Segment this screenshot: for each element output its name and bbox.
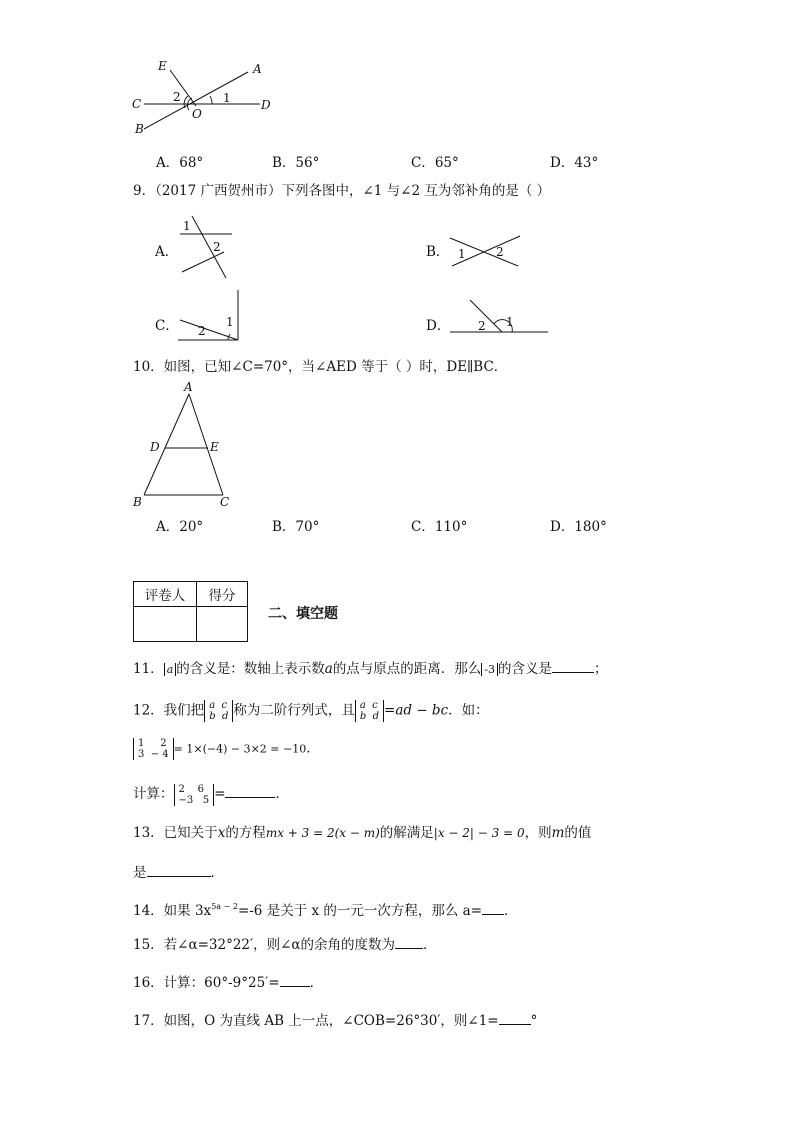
q13-line2: [133, 862, 224, 882]
q13-m: m: [551, 825, 565, 841]
q12-det1-row2: b d: [209, 711, 229, 722]
q8-option-c[interactable]: C．65°: [411, 155, 459, 171]
q13-answer-blank[interactable]: [147, 862, 211, 877]
q12-det-1: [204, 700, 233, 722]
q15-text: 15．若∠α=32°22′，则∠α的余角的度数为: [133, 937, 396, 953]
q16-answer-blank[interactable]: [280, 972, 310, 987]
q9c-label-1: 1: [226, 315, 234, 329]
q11-text1: 的含义是：数轴上表示数: [176, 661, 325, 677]
q8-option-a[interactable]: A．68°: [156, 155, 204, 171]
q9b-label-2: 2: [496, 245, 504, 259]
q12-det2-row1: a c: [359, 700, 378, 711]
q12-intro: 12．我们把: [133, 702, 205, 719]
q12-mid: 称为二阶行列式，且: [233, 702, 355, 719]
q12-line1: [133, 700, 489, 722]
q12-answer-blank[interactable]: [225, 783, 275, 798]
q9a-label-1: 1: [183, 219, 191, 233]
q10-option-d[interactable]: D．180°: [550, 519, 607, 535]
q15: [133, 934, 437, 954]
label-e: E: [210, 440, 219, 454]
q8-option-b[interactable]: B．56°: [272, 155, 320, 171]
score-table-grader-header: 评卷人: [134, 582, 197, 607]
q11-answer-blank[interactable]: [552, 658, 594, 673]
label-c: C: [220, 495, 230, 509]
q14-text1: 14．如果 3x: [133, 903, 212, 919]
q11-abs-a: [164, 663, 177, 676]
q12-line3: [133, 783, 289, 806]
q12-det4-row2: −3 5: [178, 794, 210, 806]
q9d-oblique: [470, 300, 502, 332]
q11-abs-a-var: a: [166, 663, 174, 676]
q17: [133, 1010, 537, 1030]
q16-text: 16．计算：60°-9°25′=: [133, 975, 280, 991]
q13-text2: 的方程: [225, 825, 266, 841]
q12-det3-row1: 1 2: [138, 738, 167, 749]
q13-line2-end: ．: [210, 865, 224, 881]
q9b-label-1: 1: [458, 247, 466, 261]
q9d-label-2: 2: [478, 319, 486, 333]
label-1: 1: [223, 91, 231, 105]
label-b: B: [133, 495, 142, 509]
q9a-label-2: 2: [213, 240, 221, 254]
q12-det1-row1: a c: [209, 700, 228, 711]
label-2: 2: [173, 90, 181, 104]
q9c-label-2: 2: [198, 324, 206, 338]
q12-example: = 1×(−4) − 3×2 = −10: [173, 742, 307, 756]
q12-calc-label: 计算：: [133, 786, 174, 802]
q11-alpha: a: [324, 661, 333, 677]
q13-x: x: [217, 825, 226, 841]
q15-answer-blank[interactable]: [395, 934, 423, 949]
q13-text4: ，则: [524, 825, 552, 841]
q9-figure-a: [176, 212, 246, 282]
score-table-score-cell[interactable]: [197, 607, 248, 642]
q9-figure-c: [176, 288, 246, 344]
angle-arc-1: [210, 96, 212, 104]
q9-option-a[interactable]: A．: [155, 244, 179, 260]
label-o: O: [192, 107, 202, 121]
q9-option-b[interactable]: B．: [426, 244, 450, 260]
q11-abs-m3-value: -3: [484, 663, 496, 676]
q9-stem: 9．（2017 广西贺州市）下列各图中，∠1 与∠2 互为邻补角的是（ ）: [133, 183, 551, 199]
q13-condition: |x − 2| − 3 = 0: [433, 826, 525, 840]
q9-figure-b: [446, 230, 526, 272]
q13-text5: 的值: [564, 825, 592, 841]
q12-example-end: ．: [306, 740, 320, 757]
q10-figure: [128, 380, 240, 512]
q10-option-a[interactable]: A．20°: [156, 519, 204, 535]
q12-formula: =ad − bc: [384, 702, 449, 719]
q8-option-d[interactable]: D．43°: [550, 155, 599, 171]
q12-det3-row2: 3 − 4: [138, 749, 169, 760]
q13-line2-text: 是: [133, 865, 147, 881]
q13-text3: 的解满足: [379, 825, 434, 841]
q12-det-4: [174, 784, 215, 806]
q9-option-c[interactable]: C．: [155, 318, 179, 334]
q13-equation: mx + 3 = 2(x − m): [265, 826, 380, 840]
q12-calc-eq: =: [214, 786, 226, 802]
q12-det4-row1: 2 6: [178, 783, 204, 795]
label-a: A: [184, 380, 193, 394]
q17-answer-blank[interactable]: [499, 1010, 531, 1025]
q12-det2-row2: b d: [359, 711, 380, 722]
q9a-transversal: [192, 216, 226, 278]
q8-figure: [130, 58, 280, 138]
q17-end: °: [530, 1013, 538, 1029]
q12-end: ．如：: [448, 702, 489, 719]
q11-text3: 的含义是: [498, 661, 553, 677]
q9d-label-1: 1: [506, 315, 514, 329]
q11-abs-m3: [481, 663, 498, 676]
q12-det-3: [133, 738, 174, 760]
q15-end: ．: [423, 937, 437, 953]
q12-det-2: [355, 700, 384, 722]
q10-stem: 10．如图，已知∠C=70°，当∠AED 等于（ ）时，DE∥BC．: [133, 359, 508, 375]
q14-answer-blank[interactable]: [482, 900, 504, 915]
q13-line1: [133, 824, 591, 842]
q12-calc-end: ．: [275, 786, 289, 802]
q14-end: ．: [504, 903, 518, 919]
q11: [133, 658, 608, 679]
q17-text: 17．如图，O 为直线 AB 上一点，∠COB=26°30′，则∠1=: [133, 1013, 499, 1029]
score-table-grader-cell[interactable]: [134, 607, 197, 642]
label-c: C: [132, 97, 142, 111]
q13-text1: 13．已知关于: [133, 825, 218, 841]
q10-option-b[interactable]: B．70°: [272, 519, 320, 535]
label-a: A: [253, 62, 262, 76]
q11-end: ；: [594, 661, 608, 677]
q12-line2: [133, 738, 320, 760]
q9-option-d[interactable]: D．: [426, 318, 451, 334]
score-table-score-header: 得分: [197, 582, 248, 607]
label-d: D: [150, 440, 160, 454]
q16: [133, 972, 323, 992]
q14-exponent: 5a − 2: [211, 902, 238, 911]
q9-figure-d: [448, 296, 550, 336]
q10-option-c[interactable]: C．110°: [411, 519, 468, 535]
q16-end: ．: [309, 975, 324, 991]
section-title: 二、填空题: [268, 606, 338, 622]
q14-text2: =-6 是关于 x 的一元一次方程，那么 a=: [237, 903, 483, 919]
label-b: B: [135, 122, 144, 136]
q11-number: 11．: [133, 661, 164, 677]
q11-text2: 的点与原点的距离．那么: [332, 661, 482, 677]
label-e: E: [158, 59, 167, 73]
label-d: D: [261, 98, 271, 112]
q14: [133, 898, 518, 920]
score-table: [133, 581, 248, 642]
